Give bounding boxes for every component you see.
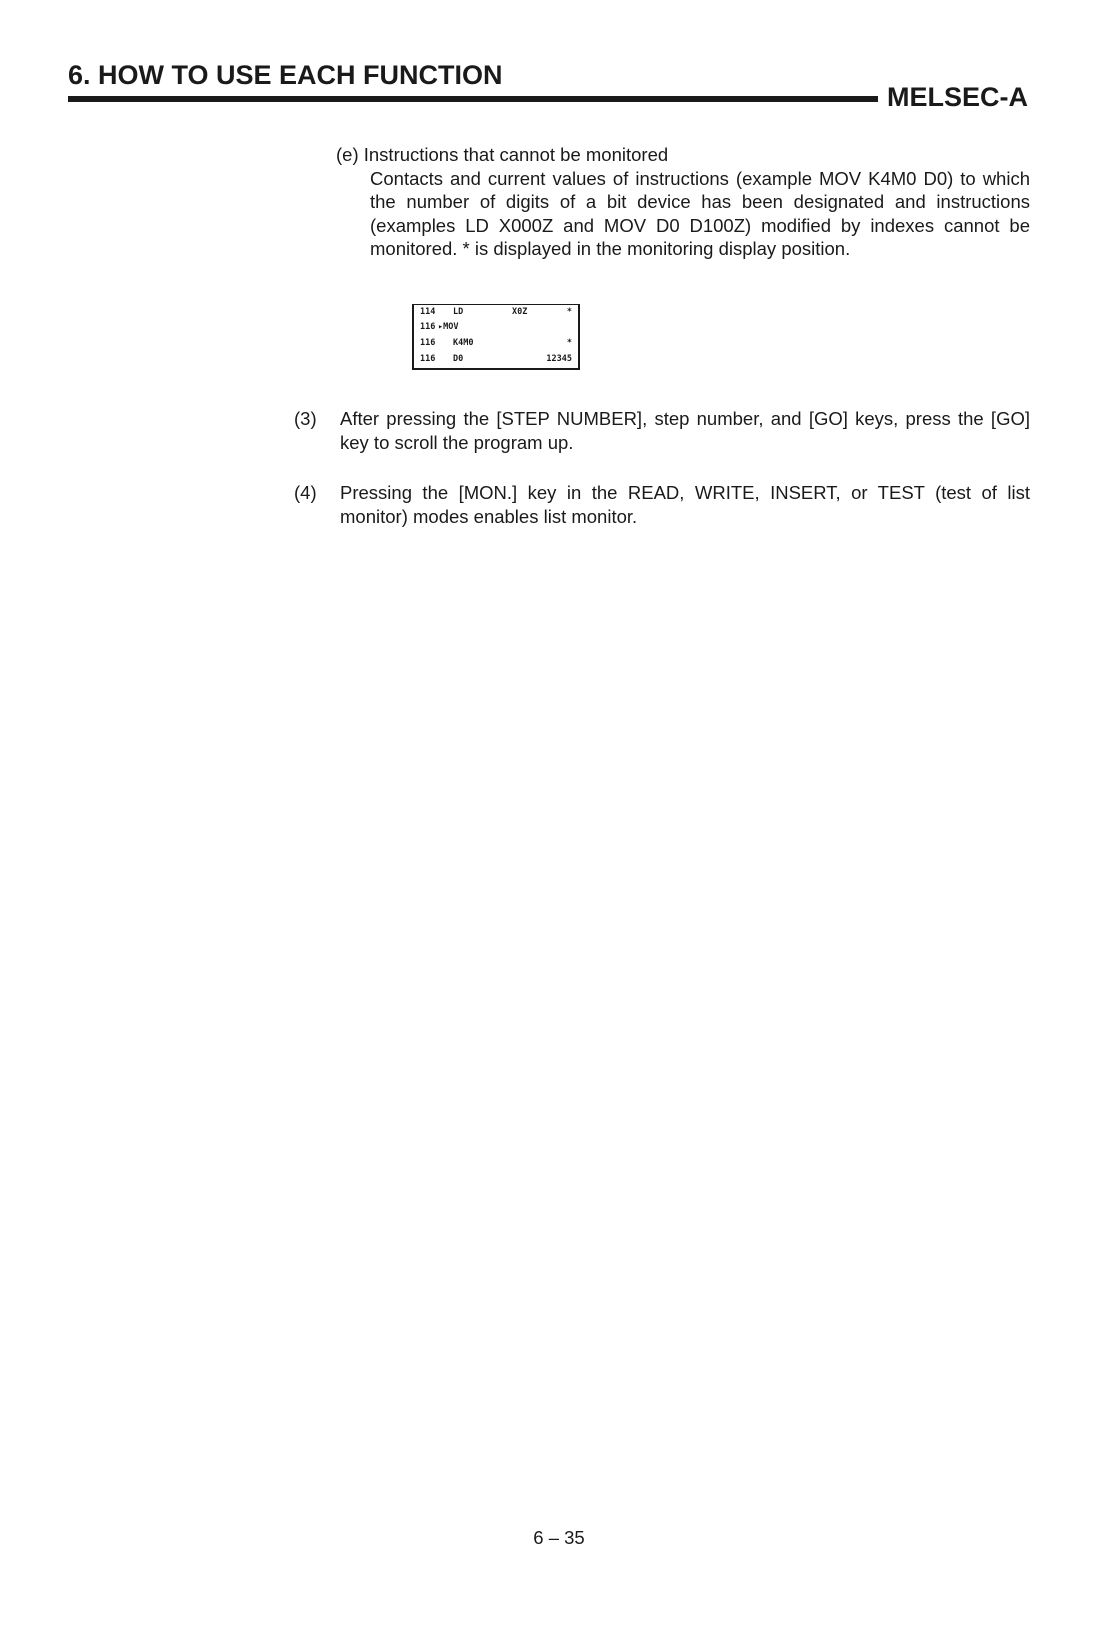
- monitor-row: [420, 320, 572, 334]
- list-item-text: Pressing the [MON.] key in the READ, WRITE, INSERT, or TEST (test of list monitor) modes enables list monitor.: [340, 482, 1030, 527]
- monitor-instruction: LD: [453, 307, 464, 317]
- monitor-row: [420, 336, 572, 350]
- list-item: [294, 407, 1030, 454]
- monitor-value: 12345: [546, 354, 572, 364]
- monitor-instruction: K4M0: [453, 338, 474, 348]
- monitor-step: 116: [420, 338, 436, 348]
- monitor-row: [420, 305, 572, 319]
- monitor-value: *: [566, 338, 572, 348]
- monitor-display: [412, 304, 580, 370]
- monitor-value: *: [566, 307, 572, 317]
- list-item-number: (4): [294, 482, 317, 503]
- list-item: [294, 481, 1030, 528]
- monitor-instruction: D0: [453, 354, 464, 364]
- section-e-heading: (e) Instructions that cannot be monitored: [336, 144, 669, 165]
- header-rule: [68, 96, 878, 102]
- monitor-row: [420, 352, 572, 366]
- monitor-step: 116: [420, 322, 436, 332]
- page-title: 6. HOW TO USE EACH FUNCTION: [68, 60, 503, 90]
- section-e-paragraph: Contacts and current values of instructions (example MOV K4M0 D0) to which the number of digits of a bit device has been designated and instructions (examples LD X000Z and MOV D0 D100Z) modified by indexes cannot be monitored. * is displayed in the monitoring display position.: [370, 167, 1030, 259]
- section-e: [336, 143, 1030, 261]
- list-item-text: After pressing the [STEP NUMBER], step number, and [GO] keys, press the [GO] key to scroll the program up.: [340, 408, 1030, 453]
- list-item-number: (3): [294, 408, 317, 429]
- brand-label: MELSEC-A: [887, 82, 1028, 112]
- monitor-step: 114: [420, 307, 436, 317]
- monitor-operand: X0Z: [512, 307, 528, 317]
- monitor-step: 116: [420, 354, 436, 364]
- monitor-instruction: ▸MOV: [438, 322, 459, 332]
- page-number: 6 – 35: [533, 1527, 585, 1548]
